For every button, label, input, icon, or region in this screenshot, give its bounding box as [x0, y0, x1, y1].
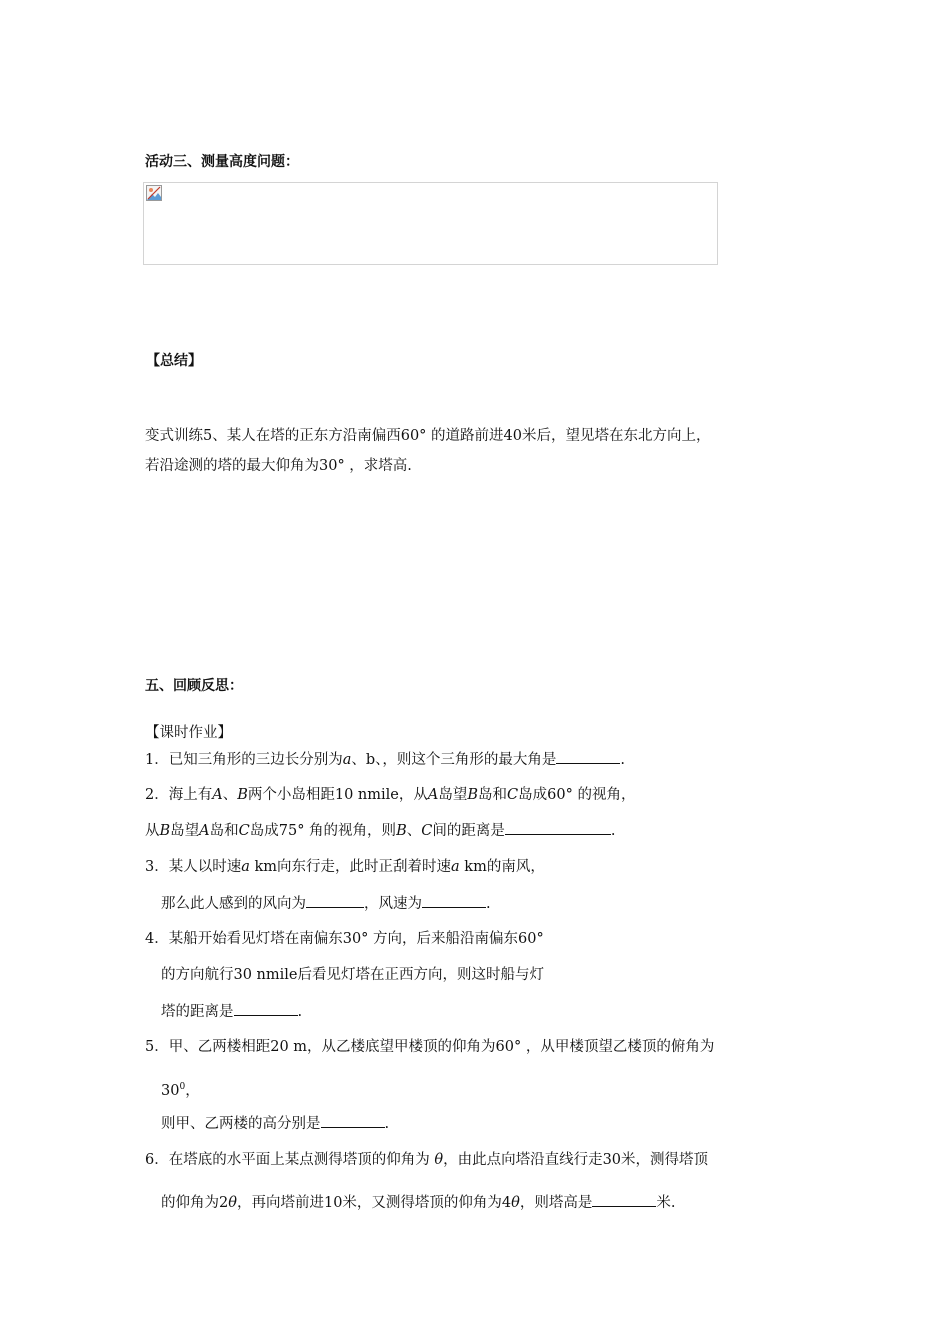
answer-blank — [592, 1192, 656, 1207]
answer-blank — [556, 749, 620, 764]
answer-blank — [234, 1001, 298, 1016]
exercise5-line2: 若沿途测的塔的最大仰角为30° ，求塔高. — [145, 458, 412, 474]
homework-q5-line3: 则甲、乙两楼的高分别是 . — [161, 1113, 389, 1134]
homework-q6-line2: 的仰角为2θ，再向塔前进10米，又测得塔顶的仰角为4θ，则塔高是 米. — [161, 1192, 676, 1213]
homework-q5-line2: $30^0$， — [161, 1082, 200, 1099]
review-title: 五、回顾反思： — [145, 678, 243, 694]
answer-blank — [306, 893, 364, 908]
homework-q3-line1: 3．某人以时速a km向东行走，此时正刮着时速a km的南风， — [145, 859, 545, 875]
answer-blank — [505, 820, 611, 835]
homework-q2-line1: 2．海上有A、B两个小岛相距10 nmile，从A岛望B岛和C岛成60° 的视角， — [145, 787, 636, 803]
homework-title: 【课时作业】 — [145, 725, 232, 741]
homework-q4-line3: 塔的距离是 . — [161, 1001, 302, 1022]
homework-q5-line1: 5．甲、乙两楼相距20 m，从乙楼底望甲楼顶的仰角为60° ，从甲楼顶望乙楼顶的俯角为 — [145, 1039, 715, 1055]
exercise5-line1: 变式训练5、某人在塔的正东方沿南偏西60° 的道路前进40米后，望见塔在东北方向上， — [145, 428, 711, 444]
homework-q4-line2: 的方向航行30 nmile后看见灯塔在正西方向，则这时船与灯 — [161, 967, 545, 983]
homework-q1: 1．已知三角形的三边长分别为a、b、，则这个三角形的最大角是 . — [145, 749, 625, 770]
homework-q6-line1: 6．在塔底的水平面上某点测得塔顶的仰角为 θ，由此点向塔沿直线行走30米，测得塔顶 — [145, 1152, 709, 1168]
homework-q3-line2: 那么此人感到的风向为 ，风速为 . — [161, 893, 491, 914]
answer-blank — [321, 1113, 385, 1128]
broken-image — [143, 182, 718, 265]
activity3-title: 活动三、测量高度问题： — [145, 154, 299, 170]
homework-q2-line2: 从B岛望A岛和C岛成75° 角的视角，则B、C间的距离是 . — [145, 820, 615, 841]
homework-q4-line1: 4．某船开始看见灯塔在南偏东30° 方向，后来船沿南偏东60° — [145, 931, 544, 947]
summary-title: 【总结】 — [146, 353, 202, 369]
broken-image-icon — [146, 185, 162, 201]
answer-blank — [422, 893, 486, 908]
